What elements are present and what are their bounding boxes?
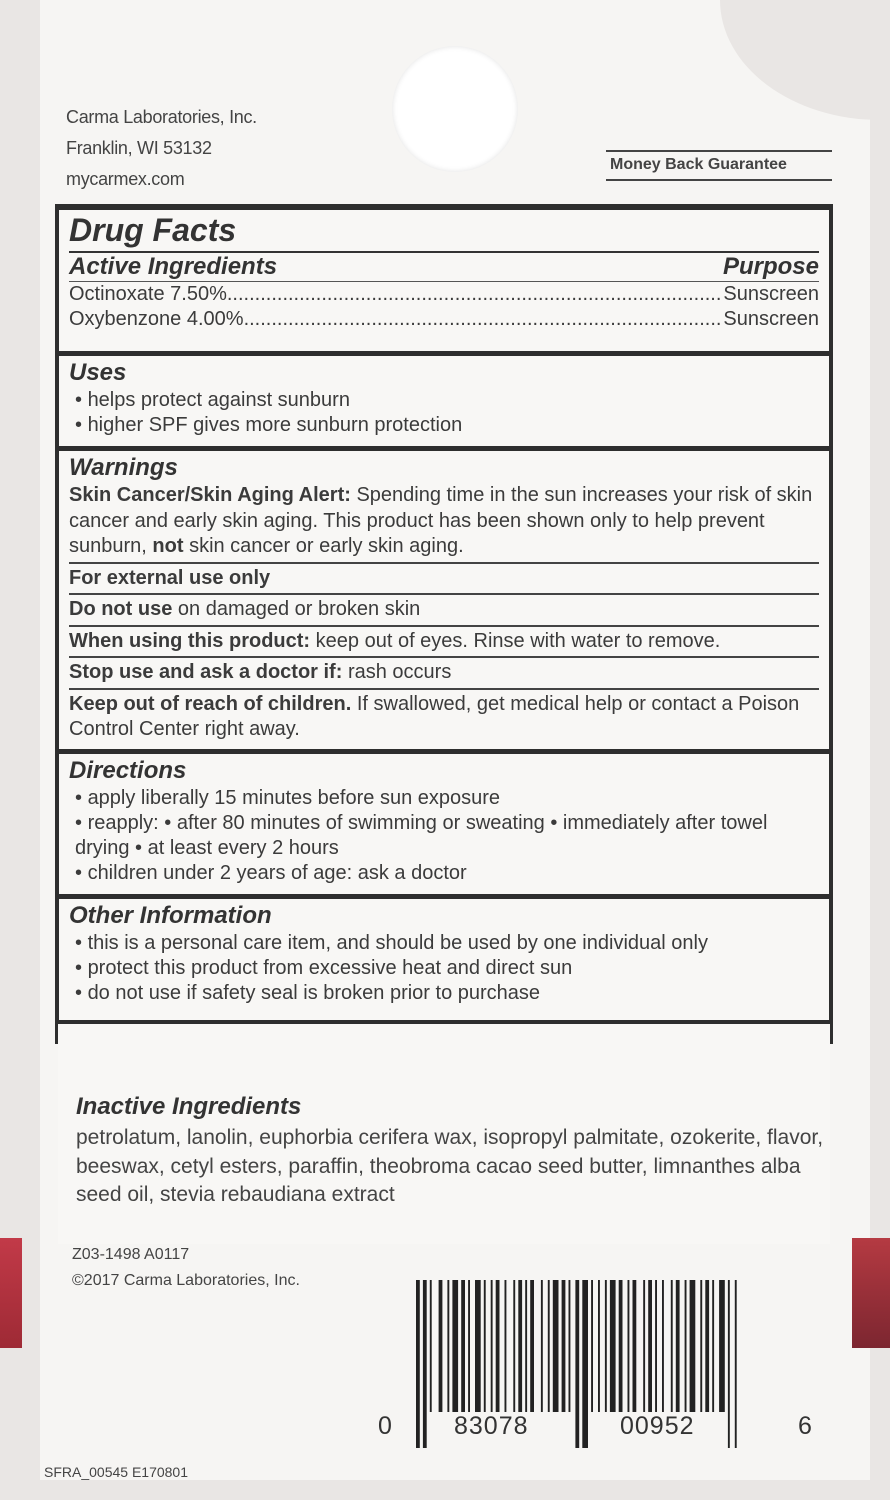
- drug-facts-title: Drug Facts: [69, 212, 819, 253]
- alert-text: Spending time in the sun increases your risk of skin cancer and early skin aging. This product has been shown only to help prevent sunburn,: [69, 484, 813, 557]
- external-label: For external use only: [69, 566, 271, 589]
- company-city: Franklin, WI 53132: [66, 138, 212, 158]
- copyright: ©2017 Carma Laboratories, Inc.: [72, 1272, 300, 1289]
- stop-use-warning: [69, 656, 819, 686]
- do-not-use-text: on damaged or broken skin: [177, 598, 421, 620]
- money-back-guarantee: Money Back Guarantee: [606, 150, 832, 181]
- active-row: [69, 307, 819, 332]
- active-name: Oxybenzone 4.00%: [69, 308, 244, 330]
- inactive-heading: Inactive Ingredients: [76, 1093, 302, 1120]
- active-row: [69, 282, 819, 307]
- barcode-group-1: 83078: [454, 1412, 529, 1440]
- warnings-section: [59, 451, 829, 754]
- alert-end: skin cancer or early skin aging.: [189, 535, 464, 557]
- directions-heading: Directions: [69, 757, 187, 784]
- active-header-row: [69, 253, 819, 282]
- when-using-label: When using this product:: [69, 629, 311, 652]
- barcode-right-digit: 6: [798, 1412, 813, 1440]
- alert-not: not: [152, 535, 184, 557]
- other-item: • do not use if safety seal is broken prior to purchase: [69, 981, 819, 1006]
- directions-item: • children under 2 years of age: ask a doctor: [69, 861, 819, 886]
- external-use-warning: [69, 562, 819, 592]
- alert-label: Skin Cancer/Skin Aging Alert:: [69, 484, 351, 506]
- active-name: Octinoxate 7.50%: [69, 283, 227, 305]
- directions-item: • reapply: • after 80 minutes of swimming or sweating • immediately after towel drying • at least every 2 hours: [69, 811, 819, 861]
- drug-facts-panel: [55, 204, 833, 1044]
- uses-item: • helps protect against sunburn: [69, 388, 819, 413]
- keep-out-label: Keep out of reach of children.: [69, 692, 352, 715]
- barcode-left-digit: 0: [378, 1412, 393, 1440]
- uses-heading: Uses: [69, 359, 127, 386]
- other-item: • protect this product from excessive heat and direct sun: [69, 956, 819, 981]
- company-website: mycarmex.com: [66, 169, 185, 189]
- directions-item: • apply liberally 15 minutes before sun exposure: [69, 786, 819, 811]
- other-item: • this is a personal care item, and should be used by one individual only: [69, 931, 819, 956]
- product-codes: [72, 1242, 300, 1294]
- inactive-text: petrolatum, lanolin, euphorbia cerifera wax, isopropyl palmitate, ozokerite, flavor, beeswax, cetyl esters, paraffin, theobroma cacao seed butter, limnanthes alba seed oil, stevia rebaudiana extract: [76, 1126, 824, 1206]
- directions-section: [59, 754, 829, 899]
- when-using-warning: [69, 625, 819, 655]
- lot-code: Z03-1498 A0117: [72, 1246, 190, 1263]
- active-heading: Active Ingredients: [69, 253, 278, 280]
- other-heading: Other Information: [69, 902, 272, 929]
- company-address: [66, 102, 257, 195]
- red-edge-right: [852, 1238, 890, 1348]
- when-using-text: keep out of eyes. Rinse with water to remove.: [315, 629, 721, 652]
- uses-section: [59, 356, 829, 451]
- purpose-heading: Purpose: [722, 253, 819, 280]
- stop-use-label: Stop use and ask a doctor if:: [69, 661, 343, 683]
- other-information-section: [59, 899, 829, 1019]
- keep-out-warning: [69, 688, 819, 743]
- sfra-code: SFRA_00545 E170801: [44, 1464, 188, 1480]
- company-name: Carma Laboratories, Inc.: [66, 107, 257, 127]
- do-not-use-warning: [69, 593, 819, 623]
- active-purpose: Sunscreen: [723, 308, 819, 330]
- stop-use-text: rash occurs: [347, 661, 452, 683]
- hang-hole: [392, 46, 518, 172]
- warnings-heading: Warnings: [69, 454, 178, 481]
- keep-out-text: If swallowed, get medical help or contact a Poison Control Center right away.: [69, 692, 800, 740]
- red-edge-left: [0, 1238, 22, 1348]
- active-ingredients-section: [59, 210, 829, 356]
- active-purpose: Sunscreen: [723, 283, 819, 305]
- skin-cancer-alert: [69, 483, 819, 560]
- do-not-use-label: Do not use: [69, 598, 173, 620]
- uses-item: • higher SPF gives more sunburn protection: [69, 413, 819, 438]
- barcode-group-2: 00952: [620, 1412, 695, 1440]
